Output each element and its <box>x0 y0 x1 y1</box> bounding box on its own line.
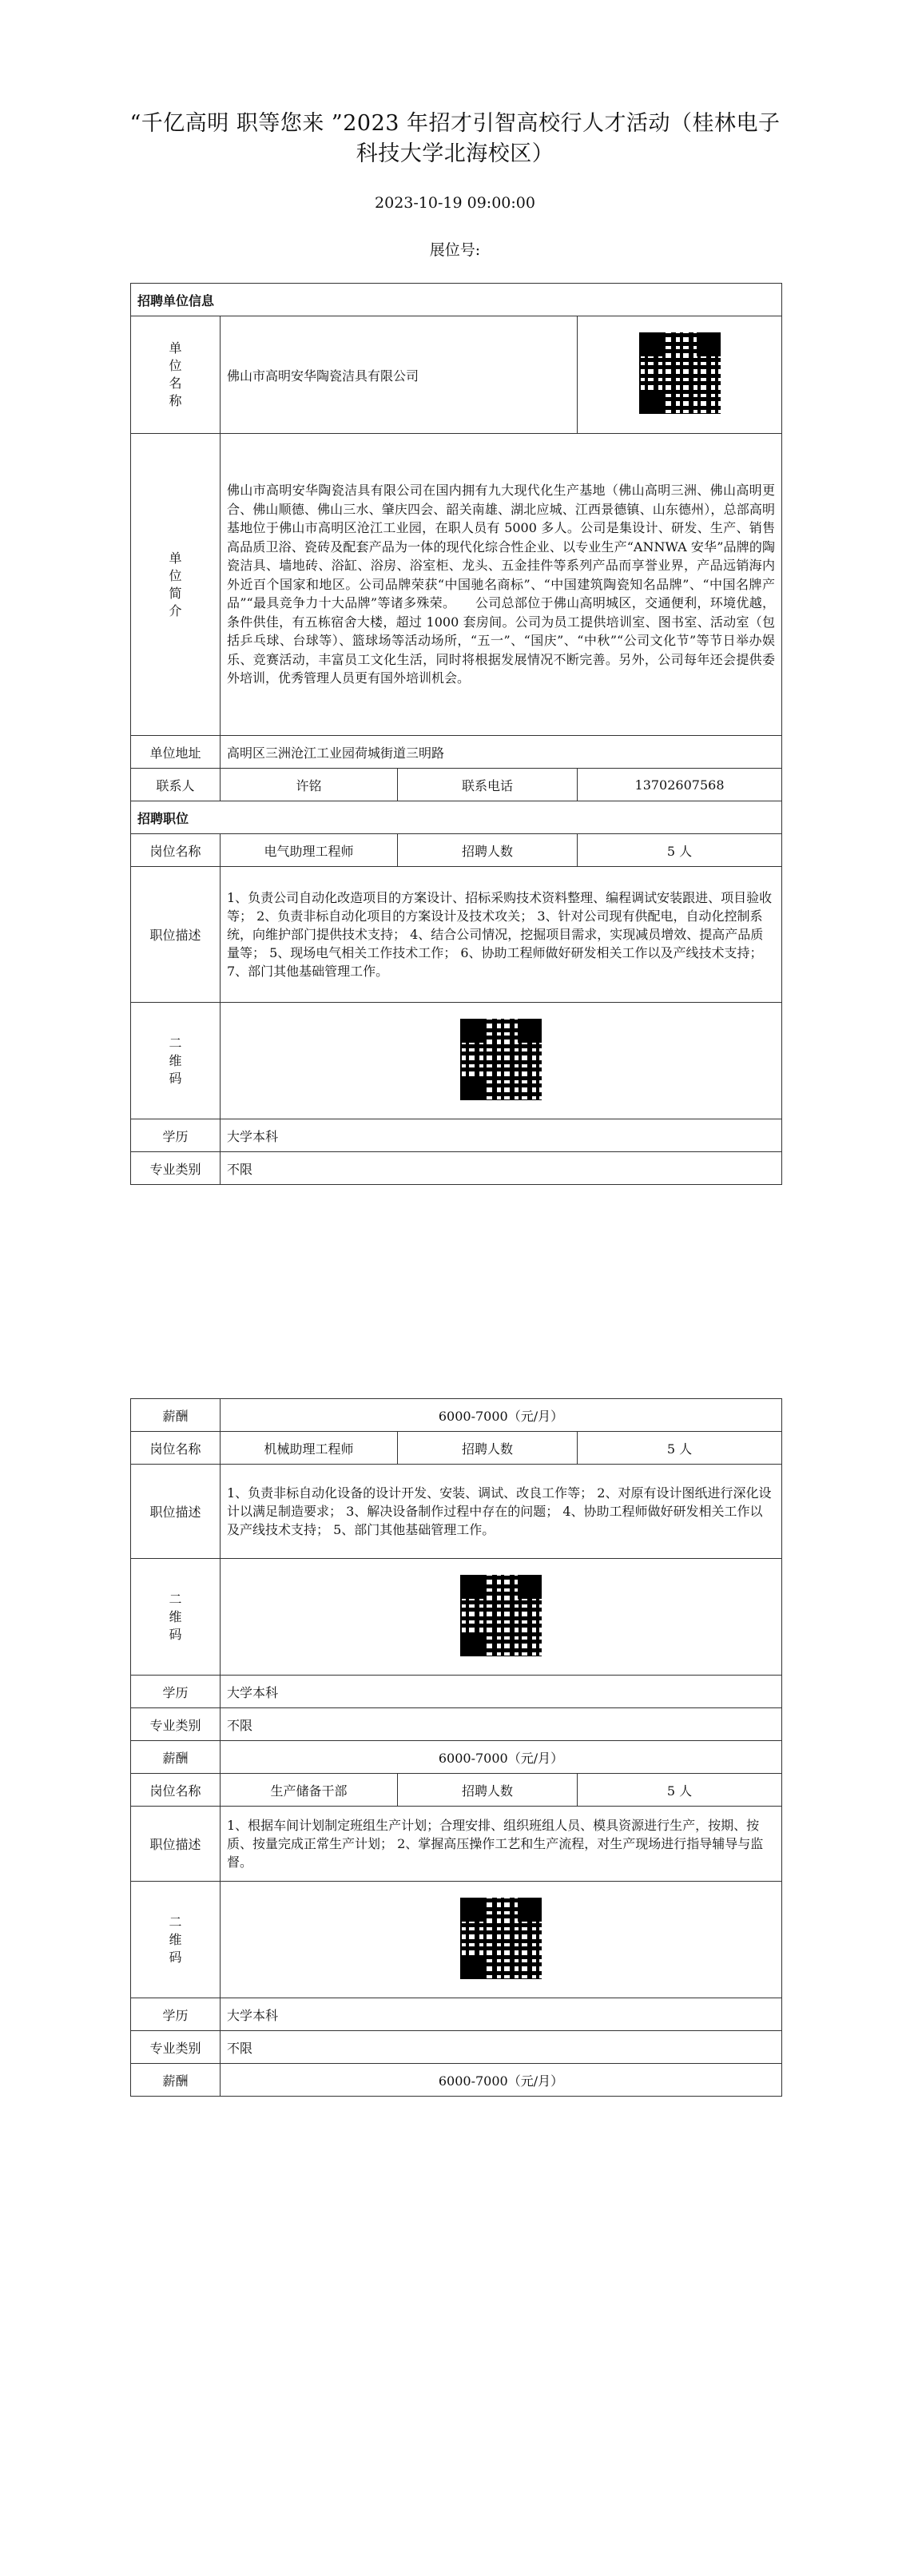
headcount-label: 招聘人数 <box>398 1774 578 1807</box>
company-section-header: 招聘单位信息 <box>131 284 782 316</box>
job-headcount: 5 人 <box>578 1774 782 1807</box>
job-qr-code[interactable] <box>457 1016 545 1103</box>
job-title: 机械助理工程师 <box>221 1432 398 1465</box>
company-intro: 佛山市高明安华陶瓷洁具有限公司在国内拥有九大现代化生产基地（佛山高明三洲、佛山高明更合、佛山顺德、佛山三水、肇庆四会、韶关南雄、湖北应城、江西景德镇、山东德州），总部高明基地位于佛山市高明区沧江工业园，在职人员有 5000 多人。公司是集设计、研发、生产、销售高品质卫浴、瓷砖及配套产品为一体的现代化综合性企业、以专业生产“ANNWA 安华”品牌的陶瓷洁具、墙地砖、浴缸、浴房、浴室柜、龙头、五金挂件等系列产品而享誉业界，产品远销海内外近百个国家和地区。公司品牌荣获“中国驰名商标”、“中国建筑陶瓷知名品牌”、“中国名牌产品”“最具竞争力十大品牌”等诸多殊荣。 公司总部位于佛山高明城区，交通便利，环境优越，条件供佳，有五栋宿舍大楼，超过 1000 套房间。公司为员工提供培训室、图书室、活动室（包括乒乓球、台球等）、篮球场等活动场所，“五一”、“国庆”、“中秋”“公司文化节”等节日举办娱乐、竞赛活动，丰富员工文化生活，同时将根据发展情况不断完善。另外，公司每年还会提供委外培训，优秀管理人员更有国外培训机会。 <box>221 434 782 736</box>
major-label: 专业类别 <box>131 1708 221 1741</box>
event-datetime: 2023-10-19 09:00:00 <box>375 194 535 212</box>
contact-name: 许铭 <box>221 769 398 801</box>
job-qr-cell <box>221 1003 782 1119</box>
position-label: 岗位名称 <box>131 1432 221 1465</box>
education-label: 学历 <box>131 1676 221 1708</box>
company-address: 高明区三洲沧江工业园荷城街道三明路 <box>221 736 782 769</box>
company-qr-cell <box>578 316 782 434</box>
jobs-section-header: 招聘职位 <box>131 801 782 834</box>
position-label: 岗位名称 <box>131 834 221 867</box>
phone-label: 联系电话 <box>398 769 578 801</box>
qr-label: 二 维 码 <box>131 1882 221 1998</box>
job-title: 生产储备干部 <box>221 1774 398 1807</box>
job-description: 1、根据车间计划制定班组生产计划；合理安排、组织班组人员、模具资源进行生产，按期、按质、按量完成正常生产计划； 2、掌握高压操作工艺和生产流程，对生产现场进行指导辅导与监督。 <box>221 1807 782 1882</box>
major-label: 专业类别 <box>131 2031 221 2064</box>
headcount-label: 招聘人数 <box>398 1432 578 1465</box>
job-qr-cell <box>221 1559 782 1676</box>
desc-label: 职位描述 <box>131 1465 221 1559</box>
booth-number: 展位号: <box>429 241 481 259</box>
job-salary: 6000-7000（元/月） <box>221 1741 782 1774</box>
job-major: 不限 <box>221 2031 782 2064</box>
job-description: 1、负责公司自动化改造项目的方案设计、招标采购技术资料整理、编程调试安装跟进、项目验收等； 2、负责非标自动化项目的方案设计及技术攻关； 3、针对公司现有供配电，自动化控制系统，向维护部门提供技术支持； 4、结合公司情况，挖掘项目需求，实现减员增效、提高产品质量等； 5、现场电气相关工作技术工作； 6、协助工程师做好研发相关工作以及产线技术支持； 7、部门其他基础管理工作。 <box>221 867 782 1003</box>
job-description: 1、负责非标自动化设备的设计开发、安装、调试、改良工作等； 2、对原有设计图纸进行深化设计以满足制造要求； 3、解决设备制作过程中存在的问题； 4、协助工程师做好研发相关工作以及产线技术支持； 5、部门其他基础管理工作。 <box>221 1465 782 1559</box>
qr-label: 二 维 码 <box>131 1003 221 1119</box>
salary-label: 薪酬 <box>131 2064 221 2097</box>
job-title: 电气助理工程师 <box>221 834 398 867</box>
job-major: 不限 <box>221 1708 782 1741</box>
job-headcount: 5 人 <box>578 1432 782 1465</box>
salary-label: 薪酬 <box>131 1399 221 1432</box>
job-qr-code[interactable] <box>457 1894 545 1982</box>
job-salary: 6000-7000（元/月） <box>221 2064 782 2097</box>
contact-phone: 13702607568 <box>578 769 782 801</box>
contact-label: 联系人 <box>131 769 221 801</box>
company-name: 佛山市高明安华陶瓷洁具有限公司 <box>221 316 578 434</box>
major-label: 专业类别 <box>131 1152 221 1185</box>
page-title: “千亿高明 职等您来 ”2023 年招才引智高校行人才活动（桂林电子科技大学北海校区） <box>129 111 781 166</box>
job-major: 不限 <box>221 1152 782 1185</box>
company-qr-code[interactable] <box>636 329 724 417</box>
job-education: 大学本科 <box>221 1676 782 1708</box>
job-education: 大学本科 <box>221 1119 782 1152</box>
desc-label: 职位描述 <box>131 1807 221 1882</box>
education-label: 学历 <box>131 1119 221 1152</box>
salary-label: 薪酬 <box>131 1741 221 1774</box>
job-headcount: 5 人 <box>578 834 782 867</box>
education-label: 学历 <box>131 1998 221 2031</box>
company-address-label: 单位地址 <box>131 736 221 769</box>
job-salary: 6000-7000（元/月） <box>221 1399 782 1432</box>
headcount-label: 招聘人数 <box>398 834 578 867</box>
job-education: 大学本科 <box>221 1998 782 2031</box>
recruitment-form-page-1 <box>130 283 782 1185</box>
desc-label: 职位描述 <box>131 867 221 1003</box>
qr-label: 二 维 码 <box>131 1559 221 1676</box>
position-label: 岗位名称 <box>131 1774 221 1807</box>
job-qr-code[interactable] <box>457 1572 545 1660</box>
company-name-label: 单 位 名 称 <box>131 316 221 434</box>
job-qr-cell <box>221 1882 782 1998</box>
recruitment-form-page-2 <box>130 1398 782 2097</box>
company-intro-label: 单 位 简 介 <box>131 434 221 736</box>
